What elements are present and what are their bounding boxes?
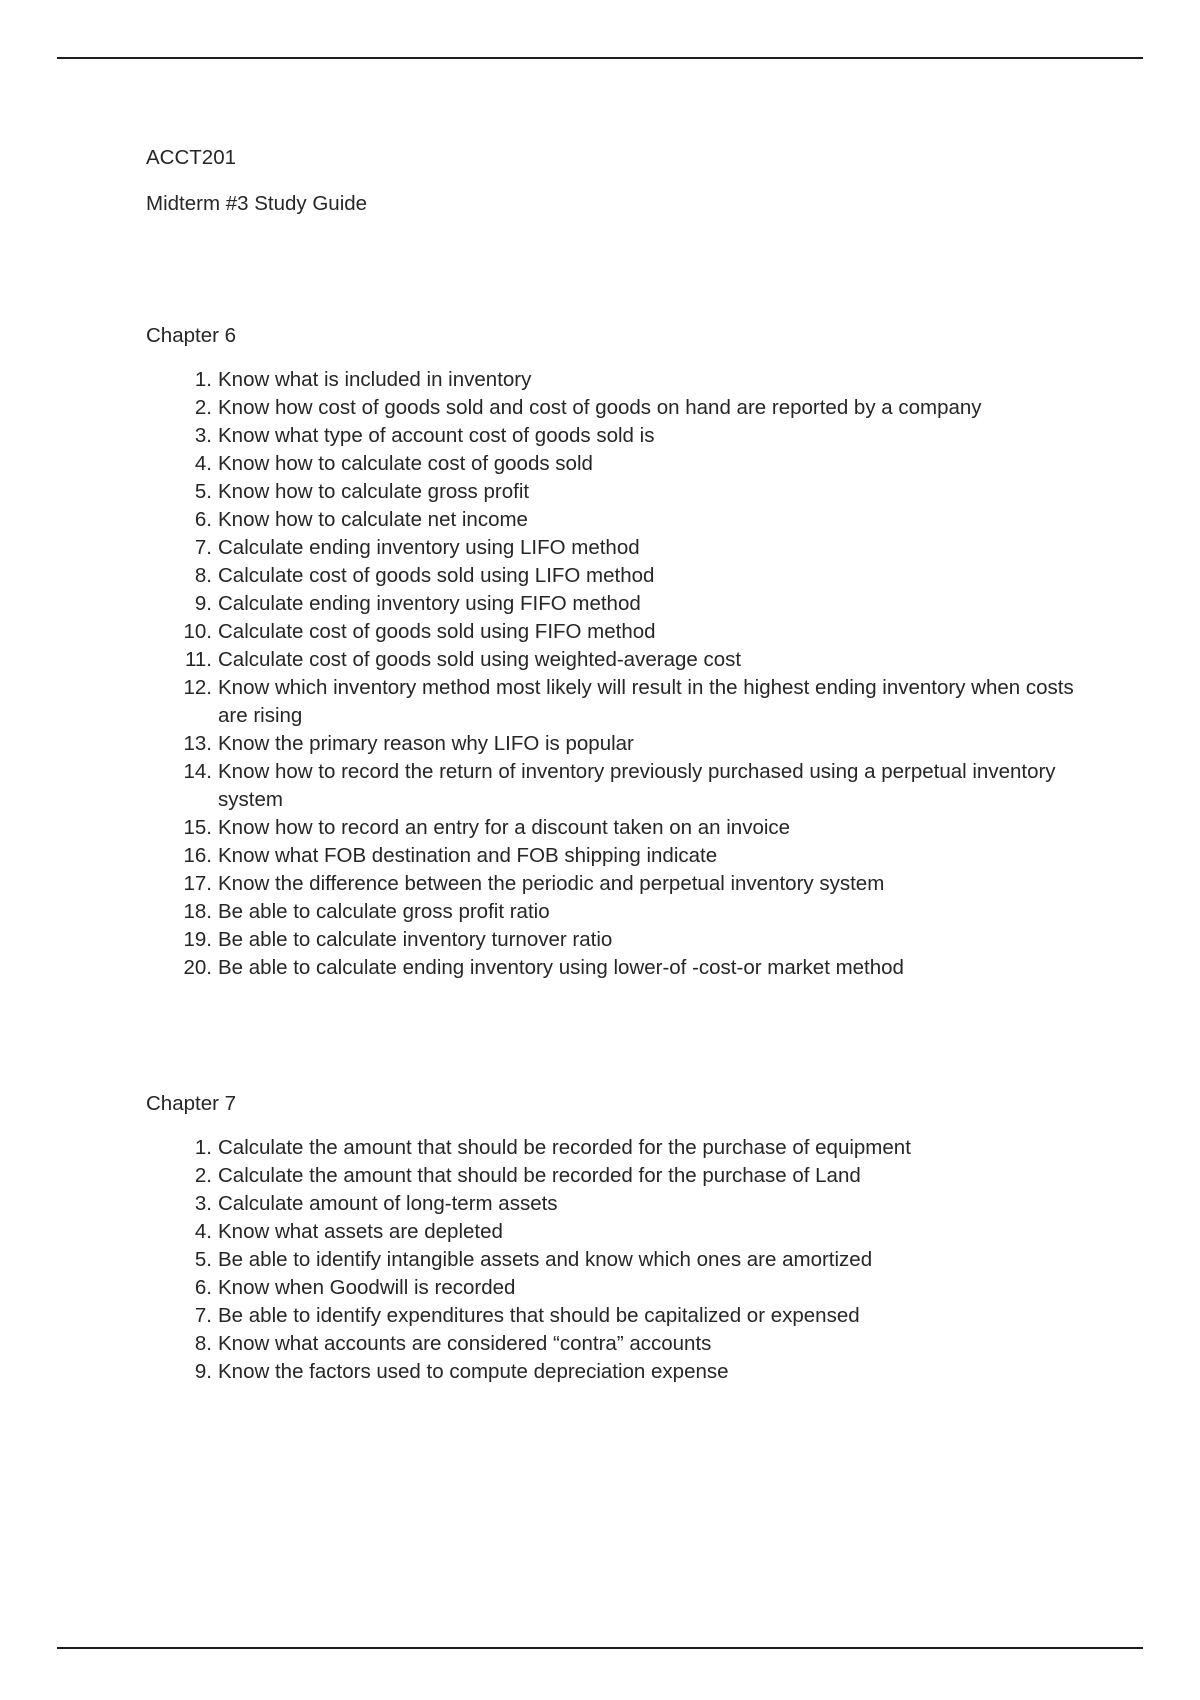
list-item	[194, 1302, 1106, 1330]
list-item	[194, 562, 1106, 590]
item-number: 20.	[183, 956, 212, 979]
item-number: 7.	[194, 1304, 212, 1327]
item-number: 16.	[183, 844, 212, 867]
item-number: 5.	[194, 1248, 212, 1271]
list-item	[194, 450, 1106, 478]
item-number: 1.	[194, 1136, 212, 1159]
list-item	[194, 478, 1106, 506]
item-text: Know what FOB destination and FOB shipping indicate	[218, 844, 718, 867]
item-text: Know the primary reason why LIFO is popular	[218, 732, 634, 755]
item-number: 14.	[183, 760, 212, 783]
item-number: 1.	[194, 368, 212, 391]
item-text: Be able to identify expenditures that should be capitalized or expensed	[218, 1304, 860, 1327]
item-number: 18.	[183, 900, 212, 923]
list-item	[183, 870, 1106, 898]
item-text: Be able to calculate ending inventory using lower-of -cost-or market method	[218, 956, 904, 979]
item-text: Calculate the amount that should be recorded for the purchase of Land	[218, 1164, 861, 1187]
section-spacer	[146, 982, 1106, 1090]
list-item	[183, 842, 1106, 870]
item-text: Calculate cost of goods sold using FIFO method	[218, 620, 656, 643]
list-item	[183, 954, 1106, 982]
chapter-6-list	[146, 366, 1106, 982]
list-item	[194, 1190, 1106, 1218]
item-number: 3.	[194, 1192, 212, 1215]
item-text: Be able to calculate inventory turnover ratio	[218, 928, 613, 951]
list-item	[194, 394, 1106, 422]
item-text: Know what type of account cost of goods sold is	[218, 424, 655, 447]
list-item	[183, 730, 1106, 758]
chapter-7-list	[146, 1134, 1106, 1386]
item-number: 8.	[194, 564, 212, 587]
header-rule	[57, 57, 1143, 59]
list-item	[194, 1330, 1106, 1358]
list-item	[183, 618, 1106, 646]
list-item	[194, 1134, 1106, 1162]
item-text: Know how cost of goods sold and cost of goods on hand are reported by a company	[218, 396, 982, 419]
footer-rule	[57, 1647, 1143, 1649]
item-text: Be able to calculate gross profit ratio	[218, 900, 550, 923]
item-text: Calculate ending inventory using LIFO method	[218, 536, 640, 559]
list-item	[183, 814, 1106, 842]
item-number: 2.	[194, 1164, 212, 1187]
item-number: 5.	[194, 480, 212, 503]
item-number: 8.	[194, 1332, 212, 1355]
list-item	[183, 758, 1106, 814]
item-number: 6.	[194, 1276, 212, 1299]
item-text: Know how to record the return of inventory previously purchased using a perpetual inventory system	[218, 760, 1056, 811]
item-number: 7.	[194, 536, 212, 559]
item-text: Know what assets are depleted	[218, 1220, 503, 1243]
item-text: Know the difference between the periodic and perpetual inventory system	[218, 872, 885, 895]
chapter-7-heading: Chapter 7	[146, 1092, 237, 1115]
item-text: Know the factors used to compute depreciation expense	[218, 1360, 729, 1383]
list-item	[185, 646, 1106, 674]
item-number: 17.	[183, 872, 212, 895]
item-text: Know how to calculate cost of goods sold	[218, 452, 593, 475]
item-number: 15.	[183, 816, 212, 839]
document-body	[146, 144, 1106, 1386]
list-item	[183, 898, 1106, 926]
item-number: 11.	[185, 648, 212, 671]
list-item	[183, 926, 1106, 954]
item-number: 4.	[194, 452, 212, 475]
item-number: 4.	[194, 1220, 212, 1243]
item-number: 9.	[194, 1360, 212, 1383]
list-item	[194, 534, 1106, 562]
item-text: Know when Goodwill is recorded	[218, 1276, 516, 1299]
item-number: 2.	[194, 396, 212, 419]
list-item	[194, 366, 1106, 394]
item-number: 9.	[194, 592, 212, 615]
item-text: Know what accounts are considered “contra” accounts	[218, 1332, 712, 1355]
item-text: Know how to record an entry for a discount taken on an invoice	[218, 816, 791, 839]
list-item	[183, 674, 1106, 730]
list-item	[194, 506, 1106, 534]
chapter-6-heading: Chapter 6	[146, 324, 237, 347]
list-item	[194, 1358, 1106, 1386]
item-text: Calculate cost of goods sold using LIFO method	[218, 564, 655, 587]
item-text: Know what is included in inventory	[218, 368, 532, 391]
item-text: Know how to calculate gross profit	[218, 480, 530, 503]
item-number: 3.	[194, 424, 212, 447]
item-text: Know how to calculate net income	[218, 508, 528, 531]
item-text: Know which inventory method most likely will result in the highest ending inventory when costs are rising	[218, 676, 1074, 727]
document-title: Midterm #3 Study Guide	[146, 192, 368, 215]
item-text: Calculate the amount that should be recorded for the purchase of equipment	[218, 1136, 911, 1159]
item-text: Calculate amount of long-term assets	[218, 1192, 558, 1215]
list-item	[194, 1218, 1106, 1246]
item-number: 13.	[183, 732, 212, 755]
item-number: 10.	[183, 620, 212, 643]
item-number: 19.	[183, 928, 212, 951]
item-number: 12.	[183, 676, 212, 699]
item-text: Be able to identify intangible assets and know which ones are amortized	[218, 1248, 873, 1271]
list-item	[194, 1274, 1106, 1302]
course-code: ACCT201	[146, 146, 237, 169]
item-text: Calculate cost of goods sold using weighted-average cost	[218, 648, 742, 671]
list-item	[194, 590, 1106, 618]
list-item	[194, 422, 1106, 450]
list-item	[194, 1162, 1106, 1190]
item-number: 6.	[194, 508, 212, 531]
item-text: Calculate ending inventory using FIFO method	[218, 592, 641, 615]
list-item	[194, 1246, 1106, 1274]
